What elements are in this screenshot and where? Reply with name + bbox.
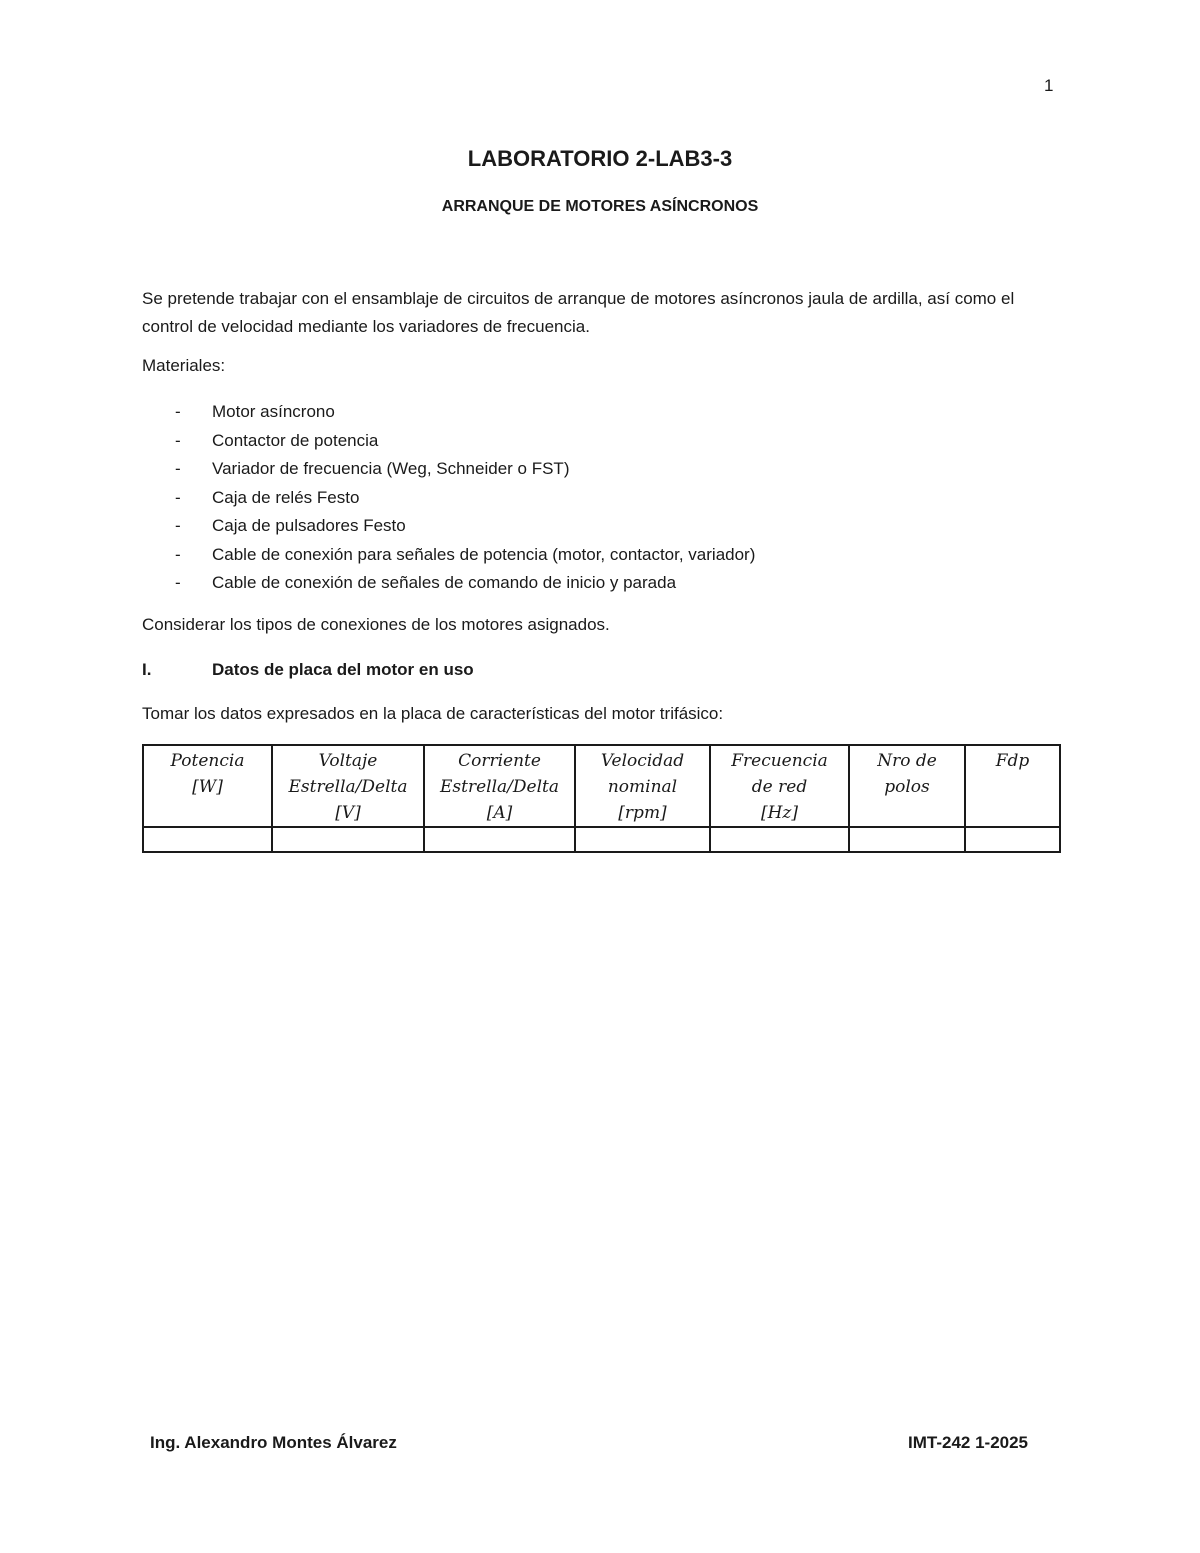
section-heading: [142, 660, 474, 680]
table-cell[interactable]: [272, 827, 424, 852]
intro-paragraph: Se pretende trabajar con el ensamblaje de circuitos de arranque de motores asíncronos jaula de ardilla, así como el control de velocidad mediante los variadores de frecuencia.: [142, 289, 1015, 336]
section-title: Datos de placa del motor en uso: [212, 660, 474, 679]
bullet-dash: -: [175, 544, 181, 564]
bullet-dash: -: [175, 573, 181, 592]
table-cell[interactable]: [424, 827, 575, 852]
header-corriente: Corriente Estrella/Delta [A]: [424, 745, 575, 827]
section-number: I.: [142, 660, 152, 679]
header-polos: Nro de polos: [849, 745, 965, 827]
material-item-text: Motor asíncrono: [212, 402, 335, 421]
table-cell[interactable]: [710, 827, 849, 852]
table-cell[interactable]: [965, 827, 1060, 852]
page-number: 1: [1044, 76, 1054, 95]
bullet-dash: -: [175, 459, 181, 478]
document-subtitle: ARRANQUE DE MOTORES ASÍNCRONOS: [441, 198, 759, 215]
document-title: LABORATORIO 2-LAB3-3: [467, 146, 733, 171]
table-header-row: [143, 745, 1060, 827]
header-voltaje: Voltaje Estrella/Delta [V]: [272, 745, 424, 827]
consider-paragraph: Considerar los tipos de conexiones de los motores asignados.: [142, 615, 610, 634]
material-item-text: Cable de conexión para señales de potencia (motor, contactor, variador): [212, 544, 756, 564]
table-instruction: Tomar los datos expresados en la placa de características del motor trifásico:: [142, 704, 724, 723]
material-item-text: Contactor de potencia: [212, 430, 379, 450]
material-item-text: Caja de relés Festo: [212, 487, 360, 507]
header-frecuencia: Frecuencia de red [Hz]: [710, 745, 849, 827]
footer-course: IMT-242 1-2025: [908, 1433, 1029, 1452]
table-cell[interactable]: [849, 827, 965, 852]
header-velocidad: Velocidad nominal [rpm]: [575, 745, 710, 827]
bullet-dash: -: [175, 430, 181, 450]
table-cell[interactable]: [575, 827, 710, 852]
material-item-text: Caja de pulsadores Festo: [212, 516, 406, 535]
bullet-dash: -: [175, 516, 181, 535]
header-potencia: Potencia [W]: [143, 745, 272, 827]
footer-author: Ing. Alexandro Montes Álvarez: [150, 1433, 397, 1452]
bullet-dash: -: [175, 487, 181, 507]
table-row: [143, 827, 1060, 852]
bullet-dash: -: [175, 402, 181, 421]
material-item-text: Variador de frecuencia (Weg, Schneider o FST): [212, 459, 570, 478]
materials-heading: Materiales:: [142, 356, 226, 375]
table-cell[interactable]: [143, 827, 272, 852]
motor-plate-table: [142, 744, 1061, 853]
header-fdp: Fdp: [965, 745, 1060, 827]
material-item-text: Cable de conexión de señales de comando de inicio y parada: [212, 573, 677, 592]
